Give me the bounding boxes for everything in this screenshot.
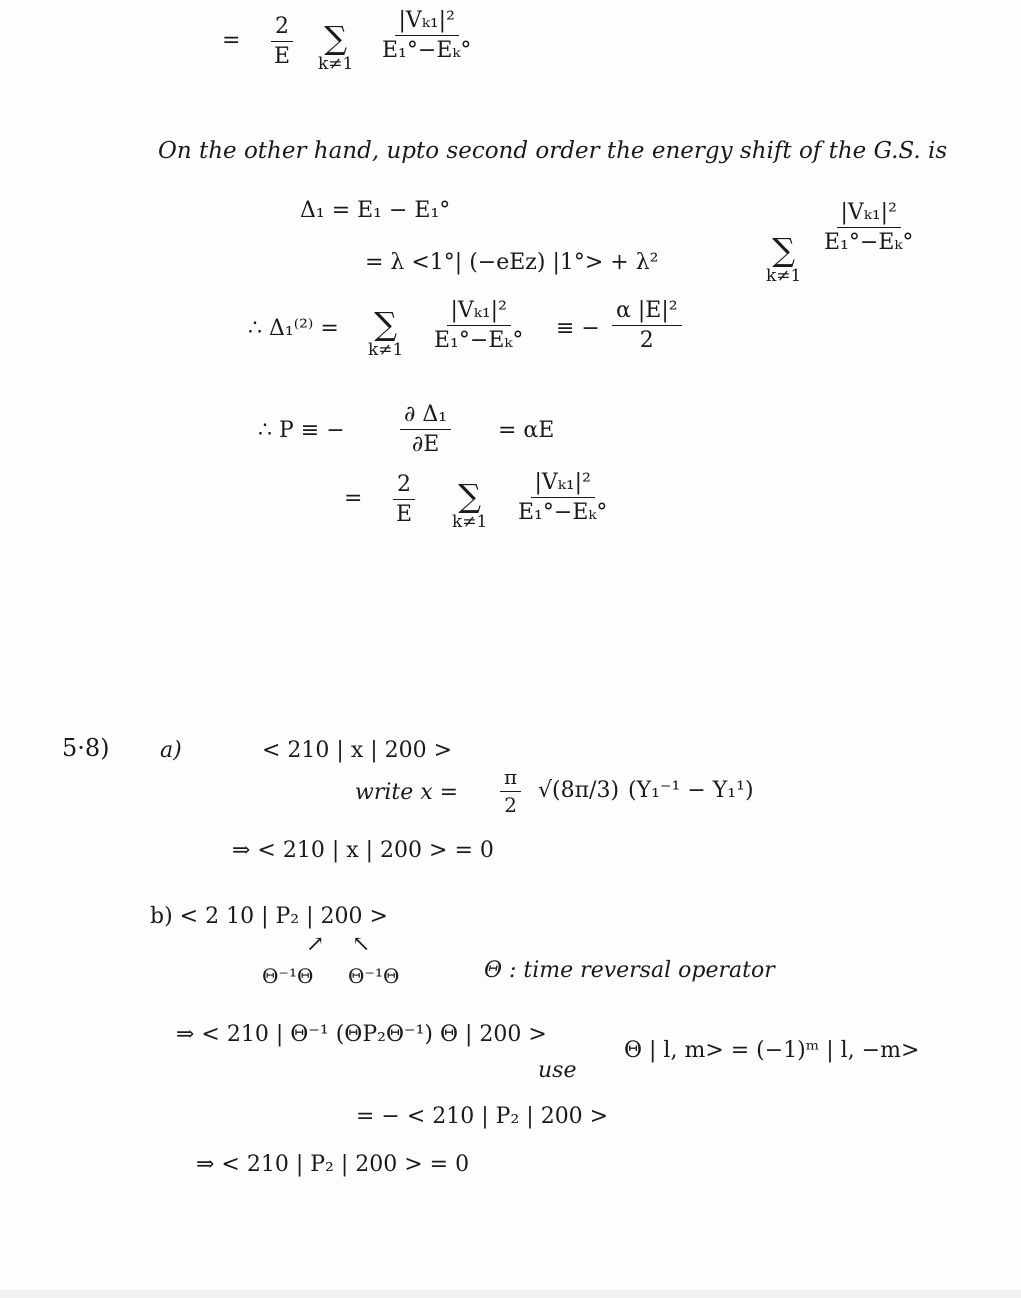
part-b-matrix-element: b) < 2 10 | P₂ | 200 >	[150, 904, 388, 929]
part-b-negation: = − < 210 | P₂ | 200 >	[356, 1104, 609, 1129]
delta-definition: Δ₁ = E₁ − E₁°	[300, 198, 451, 223]
sigma-symbol: ∑	[458, 477, 482, 515]
fraction-denominator: E₁°−Eₖ°	[518, 500, 608, 526]
fraction-denominator: E	[274, 44, 291, 70]
summation	[452, 477, 488, 532]
explanatory-text: On the other hand, upto second order the energy shift of the G.S. is	[158, 138, 948, 164]
polarizability-fraction	[612, 298, 682, 354]
matrix-element-fraction	[820, 200, 917, 256]
part-b-step: ⇒ < 210 | Θ⁻¹ (ΘP₂Θ⁻¹) Θ | 200 >	[176, 1022, 547, 1047]
fraction-denominator: E₁°−Eₖ°	[824, 230, 914, 256]
part-a-result: ⇒ < 210 | x | 200 > = 0	[232, 838, 494, 863]
derivative-fraction	[400, 402, 451, 458]
arrow-up-right-icon: ↗	[306, 932, 325, 957]
matrix-element-fraction	[378, 8, 475, 64]
theta-insertion-right: Θ⁻¹Θ	[348, 964, 400, 988]
sigma-symbol: ∑	[324, 19, 348, 57]
summation-index: k≠1	[452, 512, 488, 532]
summation-index: k≠1	[766, 266, 802, 286]
fraction-numerator: |Vₖ₁|²	[395, 8, 459, 36]
summation	[318, 19, 354, 74]
fraction-numerator: 2	[271, 14, 293, 42]
fraction-numerator: α |E|²	[612, 298, 682, 326]
fraction-denominator: ∂E	[411, 432, 440, 458]
alpha-e: = αE	[498, 418, 555, 443]
dipole-definition-label: ∴ P ≡ −	[258, 418, 345, 443]
coefficient-fraction	[392, 472, 416, 528]
use-label: use	[538, 1058, 577, 1083]
part-a-label: a)	[160, 738, 182, 763]
delta-expansion: = λ <1°| (−eEz) |1°> + λ²	[365, 250, 659, 275]
fraction-numerator: |Vₖ₁|²	[531, 470, 595, 498]
summation-index: k≠1	[368, 340, 404, 360]
fraction-numerator: 2	[393, 472, 415, 500]
problem-number: 5·8)	[62, 734, 110, 762]
summation	[766, 231, 802, 286]
arrow-up-left-icon: ↖	[352, 932, 371, 957]
fraction-denominator: E₁°−Eₖ°	[382, 38, 472, 64]
fraction-numerator: ∂ Δ₁	[400, 402, 451, 430]
part-a-matrix-element: < 210 | x | 200 >	[262, 738, 453, 763]
second-order-shift-label: ∴ Δ₁⁽²⁾ =	[248, 316, 339, 341]
coefficient-fraction	[270, 14, 294, 70]
page-bottom-edge	[0, 1290, 1021, 1298]
fraction-denominator: E₁°−Eₖ°	[434, 328, 524, 354]
eq-sign: =	[344, 486, 363, 511]
eq-sign: =	[222, 28, 241, 53]
fraction-numerator: |Vₖ₁|²	[837, 200, 901, 228]
fraction-denominator: 2	[504, 793, 517, 817]
matrix-element-fraction	[430, 298, 527, 354]
summation-index: k≠1	[318, 54, 354, 74]
summation	[368, 305, 404, 360]
time-reversal-rule: Θ | l, m> = (−1)ᵐ | l, −m>	[624, 1038, 920, 1063]
part-b-result: ⇒ < 210 | P₂ | 200 > = 0	[196, 1152, 470, 1177]
spherical-harmonics: (Y₁⁻¹ − Y₁¹)	[628, 778, 754, 803]
fraction-numerator: π	[500, 766, 521, 792]
equivalence-sign: ≡ −	[556, 316, 600, 341]
fraction-denominator: E	[396, 502, 413, 528]
write-x-label: write x =	[355, 780, 459, 805]
fraction-numerator: |Vₖ₁|²	[447, 298, 511, 326]
fraction-denominator: 2	[639, 328, 654, 354]
time-reversal-definition: Θ : time reversal operator	[484, 958, 775, 983]
sigma-symbol: ∑	[374, 305, 398, 343]
sqrt-factor: √(8π/3)	[538, 778, 620, 803]
pi-over-two-fraction	[500, 766, 521, 817]
matrix-element-fraction	[514, 470, 611, 526]
sigma-symbol: ∑	[772, 231, 796, 269]
theta-insertion-left: Θ⁻¹Θ	[262, 964, 314, 988]
